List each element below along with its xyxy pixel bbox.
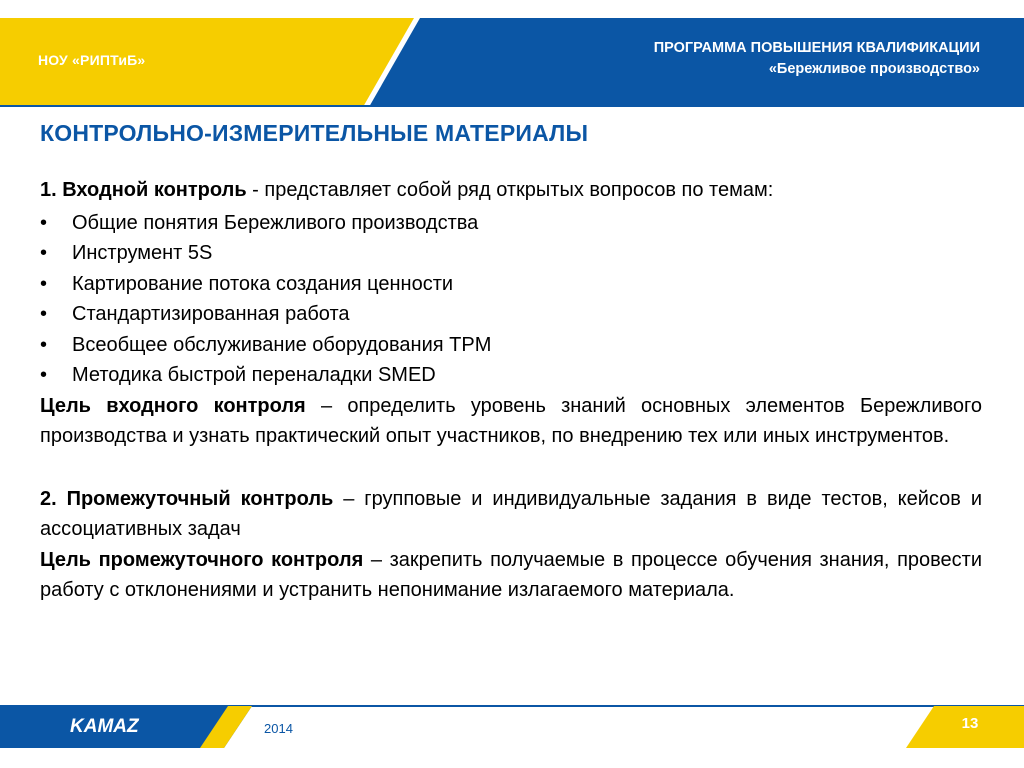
- bullet-icon: •: [40, 211, 48, 234]
- section2-goal-label: Цель промежуточного контроля: [40, 548, 364, 571]
- topic-text: Стандартизированная работа: [72, 303, 350, 325]
- slide-content: [40, 175, 982, 606]
- section1-heading-rest: - представляет собой ряд открытых вопросов по темам:: [246, 179, 774, 201]
- section1-intro: [40, 175, 982, 206]
- section2-heading-rest: – групповые и индивидуальные задания в виде тестов, кейсов и ассоциативных задач: [40, 487, 982, 540]
- program-title: [420, 38, 980, 80]
- section2-goal-text: – закрепить получаемые в процессе обучения знания, провести работу с отклонениями и устранить непонимание излагаемого материала.: [40, 548, 982, 601]
- bullet-icon: •: [40, 333, 48, 356]
- topic-text: Инструмент 5S: [72, 242, 213, 264]
- bullet-icon: •: [40, 364, 48, 386]
- list-item: [40, 299, 982, 330]
- list-item: [40, 238, 982, 269]
- kamaz-logo-text: KAMAZ: [70, 716, 139, 736]
- list-item: [40, 208, 982, 239]
- bullet-icon: •: [40, 303, 48, 325]
- section1-goal-text: – определить уровень знаний основных элементов Бережливого производства и узнать практический опыт участников, по внедрению тех или иных инструментов.: [40, 394, 982, 447]
- section2-intro: [40, 484, 982, 545]
- topic-text: Методика быстрой переналадки SMED: [72, 364, 436, 386]
- topic-text: Общие понятия Бережливого производства: [72, 211, 479, 234]
- section2-goal: [40, 545, 982, 606]
- topic-text: Картирование потока создания ценности: [72, 272, 454, 295]
- program-title-line1: ПРОГРАММА ПОВЫШЕНИЯ КВАЛИФИКАЦИИ: [653, 40, 980, 56]
- topic-text: Всеобщее обслуживание оборудования TPM: [72, 333, 492, 356]
- list-item: [40, 330, 982, 361]
- list-item: [40, 360, 982, 391]
- slide-title: КОНТРОЛЬНО-ИЗМЕРИТЕЛЬНЫЕ МАТЕРИАЛЫ: [40, 120, 589, 146]
- org-name: НОУ «РИПТиБ»: [38, 52, 146, 68]
- section1-heading: 1. Входной контроль: [40, 179, 247, 201]
- spacer: [40, 452, 982, 484]
- bullet-icon: •: [40, 242, 48, 264]
- section1-goal-label: Цель входного контроля: [40, 394, 306, 417]
- footer-year: 2014: [264, 721, 293, 736]
- topics-list: [40, 208, 982, 391]
- footer-banner: [0, 700, 1024, 768]
- list-item: [40, 269, 982, 300]
- section2-heading: 2. Промежуточный контроль: [40, 487, 334, 510]
- bullet-icon: •: [40, 272, 48, 295]
- page-number: 13: [961, 715, 979, 732]
- section1-goal: [40, 391, 982, 452]
- program-title-line2: «Бережливое производство»: [768, 61, 980, 77]
- kamaz-logo: [70, 714, 150, 736]
